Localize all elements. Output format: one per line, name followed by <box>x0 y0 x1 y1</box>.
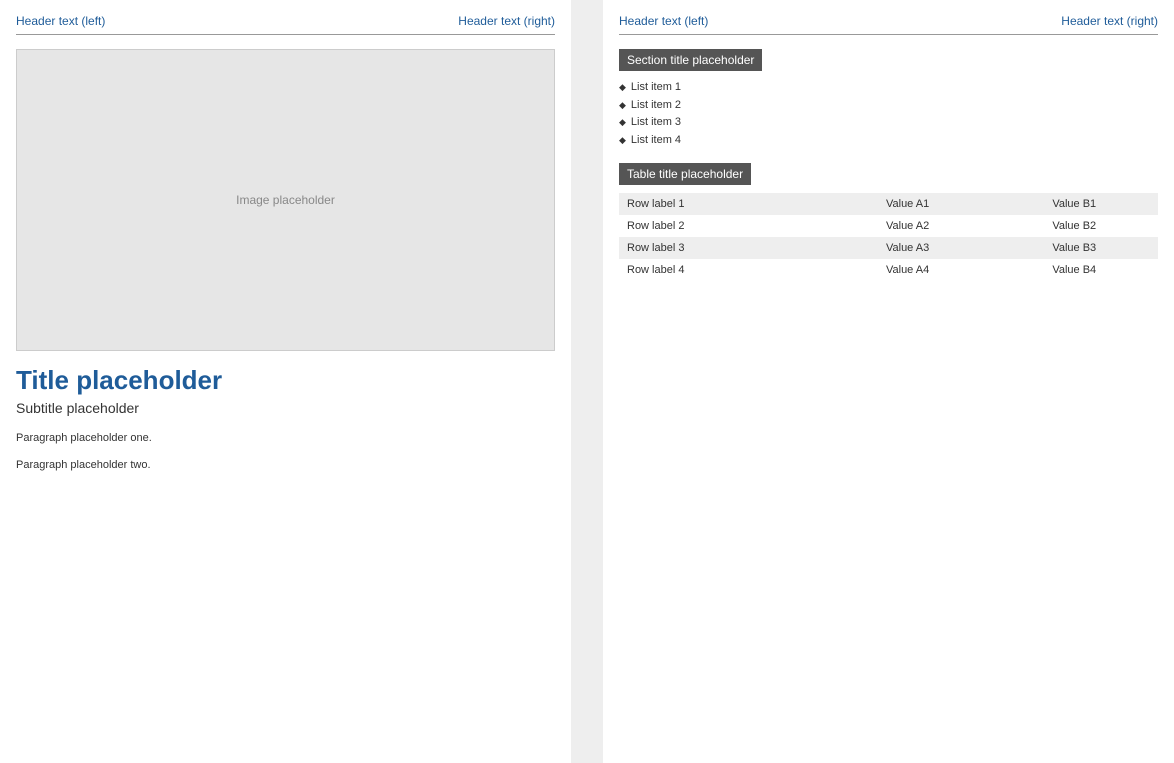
table-cell: Row label 1 <box>627 198 685 211</box>
left-paragraph: Paragraph placeholder two. <box>16 458 151 471</box>
table-cell: Value B1 <box>1052 198 1097 211</box>
table-cell: Value A4 <box>885 264 930 277</box>
right-header-right-text: Header text (right) <box>1061 14 1158 28</box>
table-cell: Value A3 <box>885 242 930 255</box>
left-title: Title placeholder <box>16 365 223 395</box>
left-subtitle: Subtitle placeholder <box>16 400 139 416</box>
table-cell: Value B2 <box>1052 220 1097 233</box>
table-row <box>619 215 1158 237</box>
list-item: ◆ List item 3 <box>619 114 1158 132</box>
table-row <box>619 259 1158 281</box>
left-paragraph: Paragraph placeholder one. <box>16 432 152 444</box>
left-page <box>0 0 571 763</box>
table-cell: Value B4 <box>1052 264 1097 277</box>
left-header-right-text: Header text (right) <box>458 14 555 28</box>
page-gutter <box>571 0 603 763</box>
table-cell: Value B3 <box>1052 242 1097 255</box>
table-row <box>619 237 1158 259</box>
right-page-header <box>619 14 1158 35</box>
table-cell: Value A1 <box>885 198 930 211</box>
right-header-left-text: Header text (left) <box>619 14 709 28</box>
table-cell: Row label 4 <box>627 264 685 277</box>
right-page <box>603 0 1174 763</box>
section-1-list <box>619 79 1158 149</box>
parameters-table <box>619 193 1158 281</box>
list-item: ◆ List item 4 <box>619 132 1158 150</box>
list-item: ◆ List item 1 <box>619 79 1158 97</box>
table-cell: Row label 3 <box>627 242 685 255</box>
list-item: ◆ List item 2 <box>619 97 1158 115</box>
section-2-title: Table title placeholder <box>619 163 751 185</box>
product-image-placeholder <box>16 49 555 351</box>
table-row <box>619 193 1158 215</box>
left-header-left-text: Header text (left) <box>16 14 106 28</box>
table-cell: Value A2 <box>885 220 930 233</box>
image-placeholder-label: Image placeholder <box>236 193 335 207</box>
section-1-title: Section title placeholder <box>619 49 762 71</box>
table-cell: Row label 2 <box>627 220 685 233</box>
left-page-header <box>16 14 555 35</box>
